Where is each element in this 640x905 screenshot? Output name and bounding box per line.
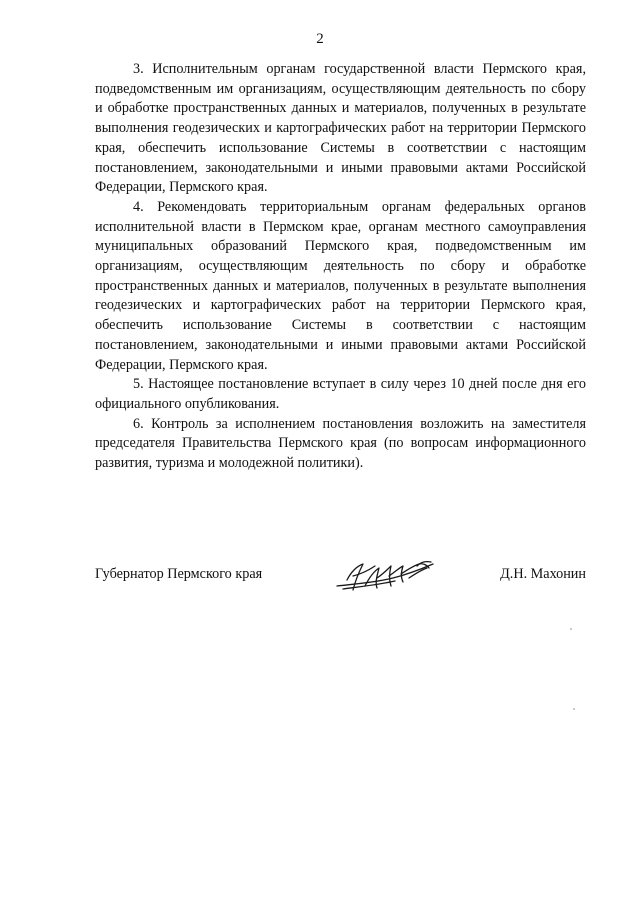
scan-artifact (573, 708, 575, 710)
scan-artifact (570, 628, 572, 630)
handwritten-signature (333, 556, 439, 596)
signer-name: Д.Н. Махонин (500, 566, 586, 582)
page-number: 2 (316, 31, 324, 47)
signature-block (95, 556, 586, 596)
paragraph-4: 4. Рекомендовать территориальным органам федеральных органов исполнительной власти в Пермском крае, органам местного самоуправления муниципальных образований Пермского края, подведомственным им организациям, осуществляющим деятельность по сбору и обработке пространственных данных и материалов, полученных в результате выполнения геодезических и картографических работ на территории Пермского края, обеспечить использование Системы в соответствии с настоящим постановлением, законодательными и иными правовыми актами Российской Федерации, Пермского края. (95, 198, 586, 373)
paragraph-6: 6. Контроль за исполнением постановления возложить на заместителя председателя Правительства Пермского края (по вопросам информационного развития, туризма и молодежной политики). (95, 415, 586, 472)
paragraph-3: 3. Исполнительным органам государственной власти Пермского края, подведомственным им организациям, осуществляющим деятельность по сбору и обработке пространственных данных и материалов, полученных в результате выполнения геодезических и картографических работ на территории Пермского края, обеспечить использование Системы в соответствии с настоящим постановлением, законодательными и иными правовыми актами Российской Федерации, Пермского края. (95, 61, 586, 196)
paragraph-5: 5. Настоящее постановление вступает в силу через 10 дней после дня его официального опубликования. (95, 376, 586, 412)
signer-title: Губернатор Пермского края (95, 566, 263, 582)
document-body (95, 60, 586, 474)
